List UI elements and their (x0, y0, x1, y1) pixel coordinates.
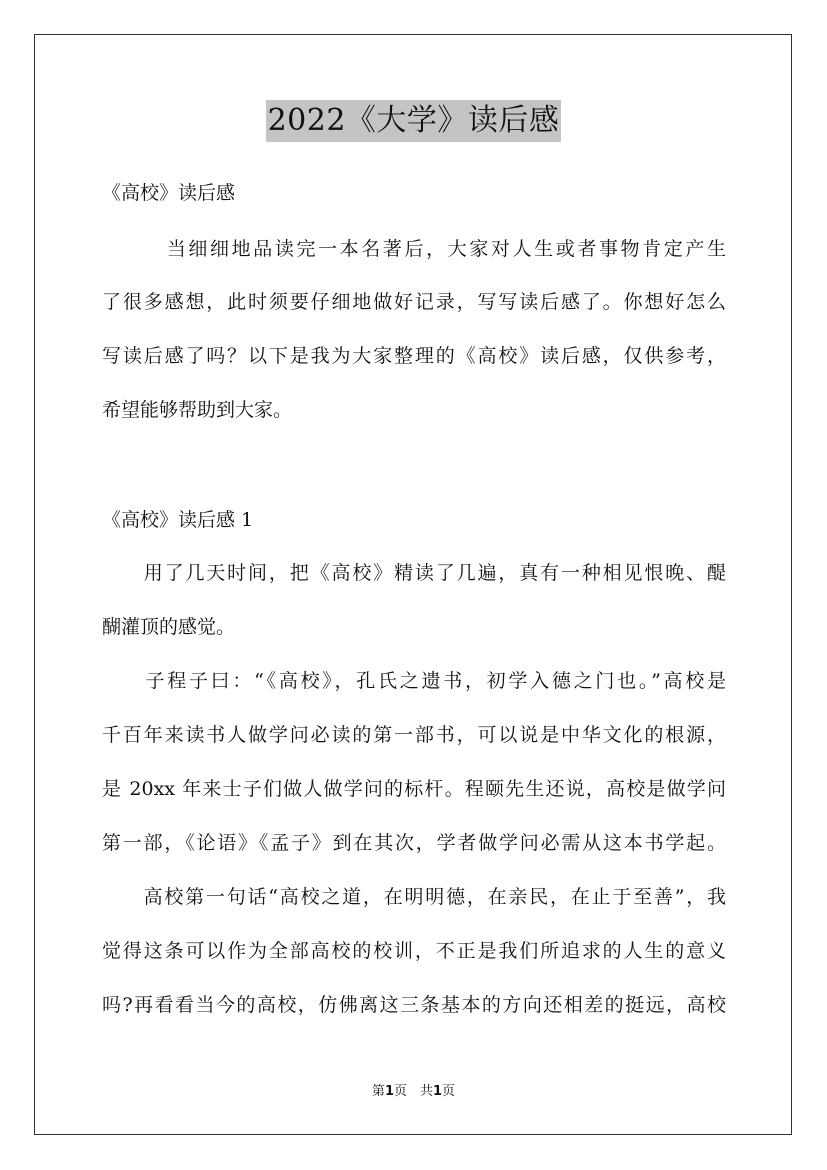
document-title: 2022《大学》读后感 (266, 100, 562, 142)
title-wrap (0, 100, 827, 142)
subheading: 《高校》读后感 1 (102, 509, 254, 531)
section-heading: 《高校》读后感 (102, 182, 236, 204)
footer-prefix: 第 (371, 1084, 385, 1099)
intro-line: 当细细地品读完一本名著后，大家对人生或者事物肯定产生 (102, 238, 726, 260)
page-footer (0, 1084, 827, 1100)
intro-line: 了很多感想，此时须要仔细地做好记录，写写读后感了。你想好怎么 (102, 291, 726, 313)
intro-line: 希望能够帮助到大家。 (102, 399, 293, 421)
intro-line: 写读后感了吗？以下是我为大家整理的《高校》读后感，仅供参考， (102, 345, 726, 367)
body-line: 子程子曰：“《高校》，孔氏之遗书，初学入德之门也。”高校是 (102, 670, 726, 692)
footer-suffix: 页 (442, 1084, 456, 1099)
body-line: 醐灌顶的感觉。 (102, 616, 236, 638)
body-line: 是 20xx 年来士子们做人做学问的标杆。程颐先生还说，高校是做学问 (102, 778, 726, 800)
footer-page-total: 1 (433, 1084, 443, 1099)
body-line: 千百年来读书人做学问必读的第一部书，可以说是中华文化的根源， (102, 724, 726, 746)
body-line: 吗?再看看当今的高校，仿佛离这三条基本的方向还相差的挺远，高校 (102, 994, 726, 1016)
body-line: 第一部，《论语》《孟子》到在其次，学者做学问必需从这本书学起。 (102, 832, 726, 854)
body-line: 用了几天时间，把《高校》精读了几遍，真有一种相见恨晚、醍 (102, 562, 726, 584)
footer-page-current: 1 (384, 1084, 394, 1099)
body-line: 觉得这条可以作为全部高校的校训，不正是我们所追求的人生的意义 (102, 940, 726, 962)
body-line: 高校第一句话“高校之道，在明明德，在亲民，在止于至善”，我 (102, 886, 726, 908)
footer-mid: 页 共 (393, 1084, 433, 1099)
